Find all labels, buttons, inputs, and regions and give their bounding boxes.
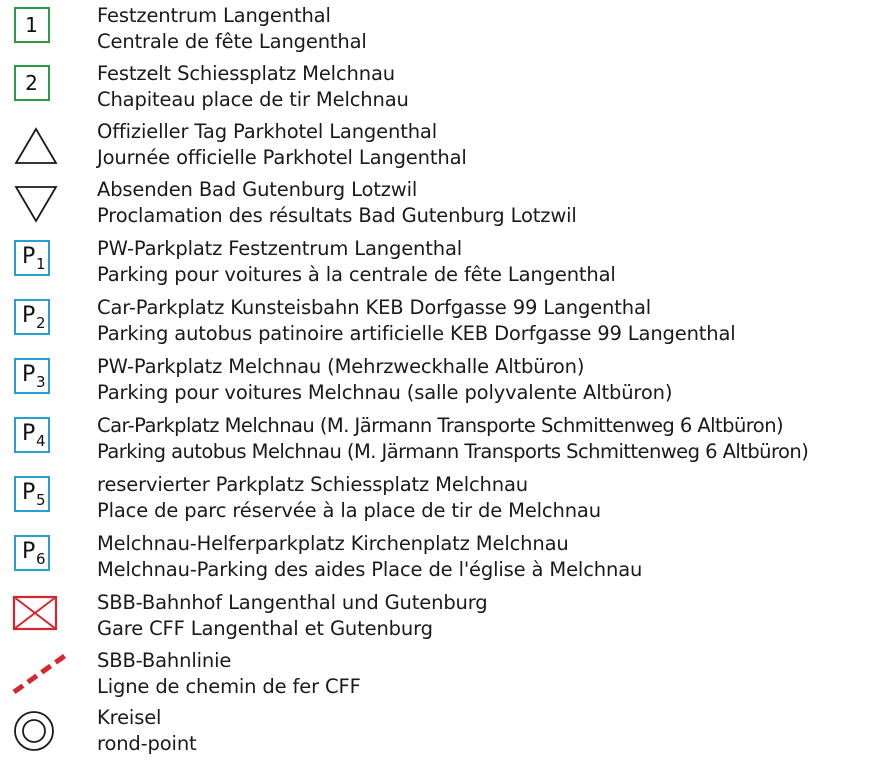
- label-german: Offizieller Tag Parkhotel Langenthal: [97, 120, 437, 143]
- roundabout-icon: [12, 707, 58, 753]
- parking-letter: P: [22, 303, 36, 328]
- legend-item-train-station: [0, 590, 890, 648]
- parking-number: 2: [36, 314, 46, 332]
- label-german: PW-Parkplatz Festzentrum Langenthal: [97, 237, 463, 260]
- label-german: PW-Parkplatz Melchnau (Mehrzweckhalle Altbüron): [97, 355, 585, 378]
- railway-line-icon: [12, 650, 58, 696]
- label-french: Ligne de chemin de fer CFF: [97, 674, 361, 698]
- legend-item-parking-p6: [0, 531, 890, 589]
- parking-number: 5: [36, 491, 46, 509]
- label-french: Parking pour voitures à la centrale de fête Langenthal: [97, 262, 616, 286]
- parking-number: 6: [36, 550, 46, 568]
- legend-item-railway-line: [0, 648, 890, 706]
- label-german: Festzentrum Langenthal: [97, 4, 331, 27]
- label-german: SBB-Bahnlinie: [97, 649, 232, 672]
- legend-item-official-day: [0, 119, 890, 177]
- legend-item-parking-p3: [0, 354, 890, 412]
- label-german: SBB-Bahnhof Langenthal und Gutenburg: [97, 591, 488, 614]
- label-french: Proclamation des résultats Bad Gutenburg Lotzwil: [97, 203, 577, 227]
- legend-item-parking-p4: [0, 413, 890, 471]
- parking-letter: P: [22, 362, 36, 387]
- legend-item-parking-p1: [0, 236, 890, 294]
- label-french: Journée officielle Parkhotel Langenthal: [97, 145, 467, 169]
- parking-box-icon: [12, 533, 58, 579]
- parking-box-icon: [12, 415, 58, 461]
- label-french: Parking pour voitures Melchnau (salle polyvalente Altbüron): [97, 380, 673, 404]
- label-french: rond-point: [97, 731, 197, 755]
- label-french: Melchnau-Parking des aides Place de l'église à Melchnau: [97, 557, 643, 581]
- label-french: Chapiteau place de tir Melchnau: [97, 87, 409, 111]
- legend-item-festival-center: [0, 3, 890, 61]
- parking-box-icon: [12, 238, 58, 284]
- green-numbered-box-icon: [12, 5, 58, 51]
- triangle-up-icon: [12, 121, 58, 167]
- parking-number: 3: [36, 373, 46, 391]
- green-numbered-box-icon: [12, 63, 58, 109]
- parking-letter: P: [22, 421, 36, 446]
- legend-item-parking-p5: [0, 472, 890, 530]
- parking-number: 1: [36, 255, 46, 273]
- train-station-icon: [12, 592, 58, 638]
- label-french: Parking autobus patinoire artificielle KEB Dorfgasse 99 Langenthal: [97, 321, 736, 345]
- parking-number: 4: [36, 432, 46, 450]
- triangle-down-icon: [12, 179, 58, 225]
- parking-letter: P: [22, 539, 36, 564]
- legend-item-results-proclamation: [0, 177, 890, 235]
- legend-item-parking-p2: [0, 295, 890, 353]
- label-french: Centrale de fête Langenthal: [97, 29, 367, 53]
- label-french: Place de parc réservée à la place de tir de Melchnau: [97, 498, 601, 522]
- label-german: Festzelt Schiessplatz Melchnau: [97, 62, 395, 85]
- label-german: Kreisel: [97, 706, 162, 729]
- parking-letter: P: [22, 480, 36, 505]
- box-number: 2: [25, 71, 38, 95]
- legend-item-roundabout: [0, 705, 890, 763]
- legend-item-festival-tent: [0, 61, 890, 119]
- box-number: 1: [25, 13, 38, 37]
- label-german: Absenden Bad Gutenburg Lotzwil: [97, 178, 418, 201]
- parking-box-icon: [12, 356, 58, 402]
- label-german: Car-Parkplatz Kunsteisbahn KEB Dorfgasse 99 Langenthal: [97, 296, 652, 319]
- parking-box-icon: [12, 297, 58, 343]
- label-german: Car-Parkplatz Melchnau (M. Järmann Transporte Schmittenweg 6 Altbüron): [97, 414, 784, 437]
- label-french: Gare CFF Langenthal et Gutenburg: [97, 616, 433, 640]
- label-german: reservierter Parkplatz Schiessplatz Melchnau: [97, 473, 528, 496]
- label-german: Melchnau-Helferparkplatz Kirchenplatz Melchnau: [97, 532, 569, 555]
- parking-letter: P: [22, 244, 36, 269]
- label-french: Parking autobus Melchnau (M. Järmann Transports Schmittenweg 6 Altbüron): [97, 439, 809, 463]
- parking-box-icon: [12, 474, 58, 520]
